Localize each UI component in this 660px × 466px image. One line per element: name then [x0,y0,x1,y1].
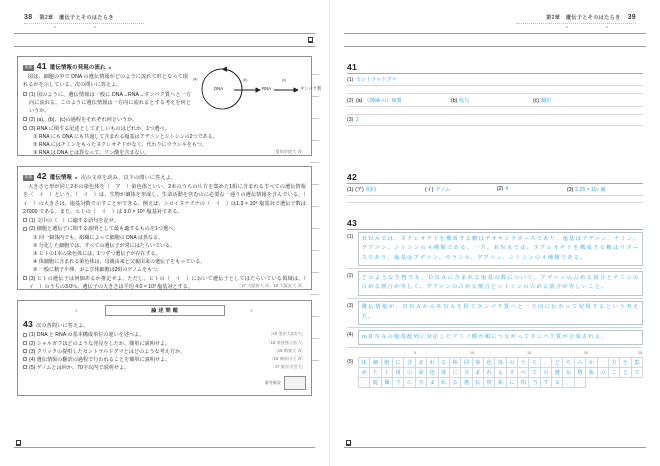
problem-43-item-2-source: 〔15 奈良県立医大〕 [266,339,306,345]
manuscript-cell: る [495,367,506,377]
problem-43-item-1-source: 〔15 金沢大2次大〕 [268,331,306,337]
problem-41-tag: 知識 [24,65,33,69]
problem-42-item-3-label: (3) [29,275,36,282]
essay-deco-right: ※ [250,308,254,313]
manuscript-cell: す [506,367,517,377]
problem-43-item-5[interactable] [23,364,306,372]
answer-41-row-1 [347,74,643,85]
answer-42-col-3-label: (2) [497,186,504,193]
answer-43-manuscript-grid [358,357,643,389]
answer-42-columns [347,186,643,193]
problem-42-item-2[interactable] [23,225,306,233]
problem-43-item-4-label: (4) [29,356,36,363]
checkbox-41-3[interactable] [23,126,27,130]
left-head-rule-top [14,33,315,34]
problem-41-item-2-label: (2) [29,116,36,123]
problem-43-item-1-body: DNA と RNA の基本構成単位の違いを述べよ。 [36,332,145,339]
answer-41-row-spacer-2 [347,107,643,114]
manuscript-cell: か [586,357,597,367]
right-page-number: 39 [627,14,636,21]
manuscript-cell: ま [415,357,426,367]
manuscript-cell: 胞 [381,357,392,367]
problem-43-item-2-label: (2) [29,340,36,347]
answer-block-42 [347,172,643,203]
checkbox-43-3[interactable] [23,349,27,353]
problem-42-item-1-text [29,217,306,225]
problem-43-item-2-body: シャルガフはどのような発見をしたか、簡単に説明せよ。 [36,340,171,347]
problem-43-item-4-body: 遺伝情報の翻訳の過程で行われることを簡単に説明せよ。 [36,356,171,363]
answer-42-col-1-sub: (ア) [355,187,364,194]
problem-41-option-2: ② RNA にはチミンをもったヌクレオチドがなく、代わりにウラシルをもつ。 [33,141,207,148]
manuscript-cell: る [552,378,563,388]
problem-41-number: 41 [36,61,47,71]
right-head-rule-top [344,33,646,34]
problem-42-title: 遺伝情報 [49,175,73,181]
manuscript-cell: す [540,378,551,388]
essay-section [17,300,312,396]
manuscript-cell: 染 [472,357,483,367]
diagram-arrow-c-label: (c) [282,78,287,82]
answer-42-col-1-value: 相同 [365,187,376,194]
manuscript-row [359,357,643,367]
grid-scale-25: 25 [638,350,643,355]
manuscript-cell: 色 [483,357,494,367]
problem-41-item-2-body: (a)、(b)、(c)の過程をそれぞれ何というか。 [36,116,138,123]
answer-43-box-4 [347,330,643,345]
grid-scale-10: 10 [469,350,475,355]
answer-42-col-2-sub: (イ) [425,187,434,194]
manuscript-cell: の [540,367,551,377]
checkbox-43-5[interactable] [23,365,27,369]
problem-41 [17,56,322,157]
problem-41-item-1-text [29,91,191,115]
problem-42-paragraph-wrap [23,183,312,216]
problem-42-option-3: ③ ヒトの1本の染色体には、1つずつ遺伝子が存在する。 [33,250,161,257]
grid-scale-15: 15 [526,350,532,355]
problem-42-source: 〔17 大阪府大 改、19 大阪医大 改〕 [237,283,306,289]
manuscript-cell: ま [472,367,483,377]
diagram-label-dna: DNA [214,86,224,91]
left-chapter-title: 第2章 遺伝子とそのはたらき [39,15,114,21]
manuscript-cell: た [370,367,381,377]
problem-42-option-2: ② 分化した細胞では、すべての遺伝子が常にはたらいている。 [33,242,176,249]
manuscript-cell: に [393,357,404,367]
checkbox-43-4[interactable] [23,357,27,361]
manuscript-cell: ま [427,378,438,388]
problem-43-item-3-label: (3) [29,348,36,355]
problem-41-mark: ■ [108,65,112,70]
manuscript-cell [586,378,597,388]
manuscript-cell: 含 [404,357,415,367]
diagram-arrow-b-label: (b) [243,78,248,82]
manuscript-cell [574,378,585,388]
problem-41-item-2-text [29,116,306,124]
manuscript-cell: る [449,378,460,388]
problem-43-item-5-source: 〔17 東京学芸大〕 [270,363,306,369]
manuscript-cell: こ [608,367,619,377]
problem-41-item-1-label: (1) [29,91,36,98]
problem-41-option-3 [23,149,306,157]
manuscript-cell: 報 [586,367,597,377]
checkbox-42-1[interactable] [23,218,27,222]
left-head-dotted-rule [24,23,144,24]
manuscript-cell [620,378,631,388]
answer-43-rule-4 [347,347,643,348]
left-foot-rule [14,447,315,448]
answer-43-box-2 [347,271,643,295]
problem-41-item-3[interactable] [23,125,306,133]
manuscript-cell: ち [563,357,574,367]
answer-43-grid-label: (5) [347,358,354,365]
manuscript-row [359,378,643,388]
answer-41-row-3 [347,115,643,125]
answer-41-col-c-sub: (c) [533,97,539,104]
manuscript-cell: 、 [540,357,551,367]
problem-42-item-2-text [29,225,306,233]
problem-43-item-1-text [29,331,306,339]
problem-42-item-1[interactable] [23,217,306,225]
manuscript-cell: 一 [597,357,608,367]
answer-43-number: 43 [347,218,357,228]
checkbox-43-1[interactable] [23,333,27,337]
problem-41-option-3-text: ③ RNA は DNA とは異なって、リン酸を含まない。 [33,150,150,157]
answer-43-box-1-text: ＤＮＡでは、ヌクレオチドを構成する糖はデオキシリボースであり、塩基はアデニン、チミン、グアニン、シトシンの４種類である。一方、ＲＮＡでは、ヌクレオチドを構成する糖はリボースであり、塩基はアデニン、ウラシル、グアニン、シトシンの４種類である。 [358,232,643,266]
left-running-head [24,14,114,21]
problem-41-diagram [188,65,322,111]
right-head-rule-bottom [344,46,646,47]
problem-43-item-5-text [29,364,306,372]
problem-42-option-4: ④ 体細胞に含まれる染色体は、母親由来と父親由来の遺伝子をもっている。 [33,259,206,266]
answer-43-box-2-label: (2) [347,273,354,280]
problem-42-item-2-label: (2) [29,226,36,233]
answer-43-grid-outer [358,351,643,389]
checkbox-42-3[interactable] [23,276,27,280]
manuscript-cell: 配 [370,378,381,388]
problem-43-item-3-source: 〔15 関東大 改〕 [273,347,306,353]
right-running-head [546,14,636,21]
problem-43-item-3-text [29,348,306,356]
manuscript-cell: ち [529,357,540,367]
answer-42-col-3-value: 4 [505,186,509,193]
answer-42-rule-2 [347,202,643,203]
problem-41-item-3-text [29,125,306,133]
problem-42-item-3-body: ヒトの遺伝子は何個あるか推定せよ。ただし、ヒトの（ イ ）において遺伝子としてはたらいている領域は、（ イ ）のうちの3.0％、遺伝子の大きさは平均 4.0 × 10³ 塩基対とする。 [29,275,312,291]
manuscript-cell [597,378,608,388]
manuscript-cell: の [404,367,415,377]
problem-43-item-4-source: 〔16 神奈川大 改〕 [269,355,306,361]
essay-band [23,305,306,316]
diagram-label-protein: タンパク質 [300,86,322,91]
answer-block-41 [347,62,643,126]
checkbox-42-2[interactable] [23,227,27,231]
problem-42-item-3-text [29,275,312,291]
grid-scale-5: 5 [413,350,417,355]
problem-43-item-5-label: (5) [29,364,36,371]
problem-41-source: 〔愛知学院大 改〕 [271,149,306,155]
problem-41-item-1[interactable] [23,91,191,115]
problem-41-item-3-label: (3) [29,125,36,132]
problem-43-item-2-text [29,340,306,348]
answer-43-rule-3 [347,327,643,328]
diagram-label-rna: RNA [262,86,272,91]
manuscript-cell: 体 [359,357,370,367]
answer-42-col-1 [347,186,425,193]
checkbox-43-2[interactable] [23,341,27,345]
problem-43-number: 43 [23,319,33,330]
answer-42-col-4 [567,186,605,193]
manuscript-cell: 含 [461,367,472,377]
answer-43-rule-top [347,229,643,230]
answer-41-row-2 [347,94,643,105]
manuscript-cell: 伝 [472,378,483,388]
checkbox-41-2[interactable] [23,117,27,121]
problem-43-item-3[interactable] [23,348,306,356]
answer-explanation-control[interactable] [23,376,306,390]
answer-43-grid-scale [358,351,643,357]
problem-41-lead-wrap [23,73,188,89]
problem-42-option-1: ① 同一個体内でも、組織によって細胞の DNA は異なる。 [33,234,164,241]
problem-42-lead: 次の文章を読み、以下の問いに答えよ。 [80,175,177,181]
manuscript-cell: 情 [483,378,494,388]
answer-41-row-3-value: 2 [356,116,359,123]
manuscript-cell: れ [483,367,494,377]
manuscript-cell: ど [552,357,563,367]
manuscript-cell: 遺 [461,378,472,388]
problem-43-item-4[interactable] [23,356,306,364]
problem-42-paragraph: 大きさと形が同じ2本の染色体を（ ア ）染色体といい、2本のうちの片方を集めた1組に含まれるすべての遺伝情報を（ イ ）という。（ イ ）は、生物が個体を形成し、生命活動を営むのに必要な一通りの遺伝情報を含んでいる。（ イ ）の大きさは、塩基対数で示すことができる。例えば、シロイヌナズナの（ イ ）は1.3 × 10⁸ 塩基対で遺伝子数は 27000 である。また、ヒトの（ イ ）は 3.0 × 10⁹ 塩基対である。 [23,184,312,215]
left-page-number: 38 [24,14,33,21]
manuscript-cell: べ [518,367,529,377]
answer-41-col-b-sub: (b) [451,97,458,104]
manuscript-cell: の [597,367,608,377]
answer-43-rule-2 [347,298,643,299]
answer-42-col-4-value: 2.25 × 10⁴ 個 [575,187,606,194]
answer-41-col-b [451,97,533,104]
manuscript-cell: を [620,357,631,367]
answer-43-box-2-text: どのような生物でも、ＤＮＡに含まれる塩基の数について、アデニンの占める割合とチミンの占める割合が等しく、グアニンの占める割合とシトシンの占める割合が等しいこと。 [358,271,643,295]
left-head-ticks [24,26,144,30]
problem-43-item-1-label: (1) [29,332,36,339]
right-foot-rule [344,447,646,448]
manuscript-cell: ら [574,357,585,367]
right-foot-corner-mark [346,440,351,446]
answer-41-row-2-columns [356,97,643,104]
manuscript-cell: 伝 [563,367,574,377]
essay-deco-left: ※ [75,308,79,313]
manuscript-cell: 。 [563,378,574,388]
answer-41-row-1-label: (1) [347,77,354,84]
manuscript-cell: 組 [393,367,404,377]
manuscript-cell [631,378,642,388]
problem-43-item-3-body: クリックの提唱したセントラルドグマとはどのような考え方か。 [36,348,186,355]
answer-41-row-spacer [347,86,643,93]
checkbox-41-1[interactable] [23,92,27,96]
problem-43-item-5-body: ゲノムとは何か、70字以内で説明せよ。 [36,364,130,371]
manuscript-cell: れ [438,378,449,388]
answer-43-box-3 [347,301,643,325]
left-corner-mark [308,37,313,43]
answer-43-box-4-text: ｍＲＮＡの塩基配列に対応したアミノ酸が順につながってタンパク質が合成される。 [358,330,643,345]
manuscript-cell: 方 [608,357,619,367]
manuscript-cell [608,378,619,388]
answer-41-col-c [533,97,551,104]
left-foot-corner-mark [16,440,21,446]
manuscript-cell: 染 [415,367,426,377]
manuscript-cell: 集 [631,357,642,367]
answer-42-col-2 [425,186,497,193]
answer-41-row-1-value: セントラルドグマ [356,77,397,84]
answer-41-col-b-value: 転写 [459,97,470,104]
answer-41-row-3-label: (3) [347,116,354,123]
problem-42-item-3[interactable] [23,275,312,291]
manuscript-cell: に [449,367,460,377]
manuscript-cell: に [404,378,415,388]
manuscript-cell: １ [381,367,392,377]
problem-43-item-4-text [29,356,306,364]
problem-42-tag: 知識 [24,175,33,179]
answer-41-number: 41 [347,62,357,72]
problem-41-title: 遺伝情報の発現の流れ [49,65,106,71]
manuscript-cell: 体 [495,357,506,367]
manuscript-cell: め [359,367,370,377]
right-page [330,0,660,466]
manuscript-cell: 相 [518,378,529,388]
problem-42-number: 42 [36,171,47,181]
answer-41-col-a [356,97,451,104]
answer-explanation-button[interactable] [284,376,306,390]
manuscript-cell: と [620,367,631,377]
answer-43-box-1-label: (1) [347,234,354,240]
answer-42-col-3 [497,186,567,193]
right-head-dotted-rule [516,23,636,24]
essay-band-title: 論述問題 [105,305,225,316]
manuscript-cell: 偶 [381,378,392,388]
answer-block-43 [347,218,643,388]
answer-explanation-label: 解答解説 [265,380,281,385]
diagram-arrow-a-label: (a) [193,77,198,81]
problem-42-mark: ■ [75,175,78,180]
answer-43-grid-wrap [347,351,643,389]
answer-41-col-a-value: （DNA の）複製 [364,97,402,104]
problem-41-item-3-body: RNA に関する記述として正しいものはどれか、1つ選べ。 [36,125,170,132]
problem-41-item-2[interactable] [23,116,306,124]
manuscript-cell: 相 [449,357,460,367]
answer-41-rule-5 [347,125,643,126]
diagram-svg [188,65,318,111]
manuscript-cell: 遺 [552,367,563,377]
manuscript-cell: て [529,367,540,377]
answer-43-box-4-label: (4) [347,332,354,339]
problem-41-item-1-body: 図のように、遺伝情報は一般に DNA→RNA→タンパク質へと一方向に流れる。このように遺伝情報は一方向に流れるとする考えを何というか。 [29,91,191,114]
manuscript-cell: 子 [393,378,404,388]
answer-43-box-3-text: 遺伝情報が、ＤＮＡからＲＮＡを経てタンパク質へと一方向に伝わって発現するという考え方。 [358,301,643,325]
problem-42-item-1-label: (1) [29,217,36,224]
answer-43-box-3-label: (3) [347,302,354,309]
manuscript-cell: 色 [427,367,438,377]
manuscript-cell: 同 [461,357,472,367]
problem-41-option-1: ① RNA にも DNA にも共通して含まれる塩基はアデニンとシトシンの2つである。 [33,133,218,140]
manuscript-cell: う [518,357,529,367]
problem-43-header [23,319,306,329]
answer-42-col-1-label: (1) [347,187,354,194]
manuscript-cell: 体 [438,367,449,377]
left-head-rule-bottom [14,46,315,47]
problem-42 [17,166,312,290]
right-chapter-title: 第2章 遺伝子とそのはたらき [546,15,621,21]
manuscript-cell: る [438,357,449,367]
manuscript-cell: 細 [370,357,381,367]
answer-43-rule-1 [347,268,643,269]
problem-42-item-1-body: 文中の（ ）に適する語句を記せ。 [36,217,119,224]
problem-43-item-2[interactable] [23,340,306,348]
right-head-ticks [516,26,636,30]
manuscript-cell: 、 [359,378,370,388]
answer-42-row [347,184,643,195]
manuscript-cell: の [506,357,517,367]
answer-42-col-4-label: (3) [567,187,574,194]
manuscript-cell: で [631,367,642,377]
problem-42-item-2-body: 細胞と遺伝子に関する説明として最も適するものを1つ選べ。 [36,226,179,233]
answer-41-col-c-value: 翻訳 [540,97,552,104]
answer-42-number: 42 [347,172,357,182]
manuscript-cell: 含 [415,378,426,388]
manuscript-row [359,367,643,377]
manuscript-cell: 情 [574,367,585,377]
answer-41-col-a-sub: (a) [356,97,363,104]
problem-41-lead: 図は、細胞の中で DNA の遺伝情報がどのように流れて形となって現れるかを示している。次の問いに答えよ。 [23,74,188,89]
manuscript-cell: 当 [529,378,540,388]
grid-scale-20: 20 [583,350,589,355]
answer-43-box-1 [347,232,643,266]
problem-42-option-5: ⑤ 一般に精子や卵、および体細胞は2組のゲノムをもつ。 [33,267,162,274]
problem-43-item-1[interactable] [23,331,306,339]
problem-42-header [23,171,306,182]
manuscript-cell: れ [427,357,438,367]
manuscript-cell: 報 [495,378,506,388]
answer-41-row-2-label: (2) [347,97,354,104]
problem-43-lead: 次の各問いに答えよ。 [35,323,89,330]
manuscript-cell: に [506,378,517,388]
answer-42-col-2-value: ゲノム [435,187,451,194]
